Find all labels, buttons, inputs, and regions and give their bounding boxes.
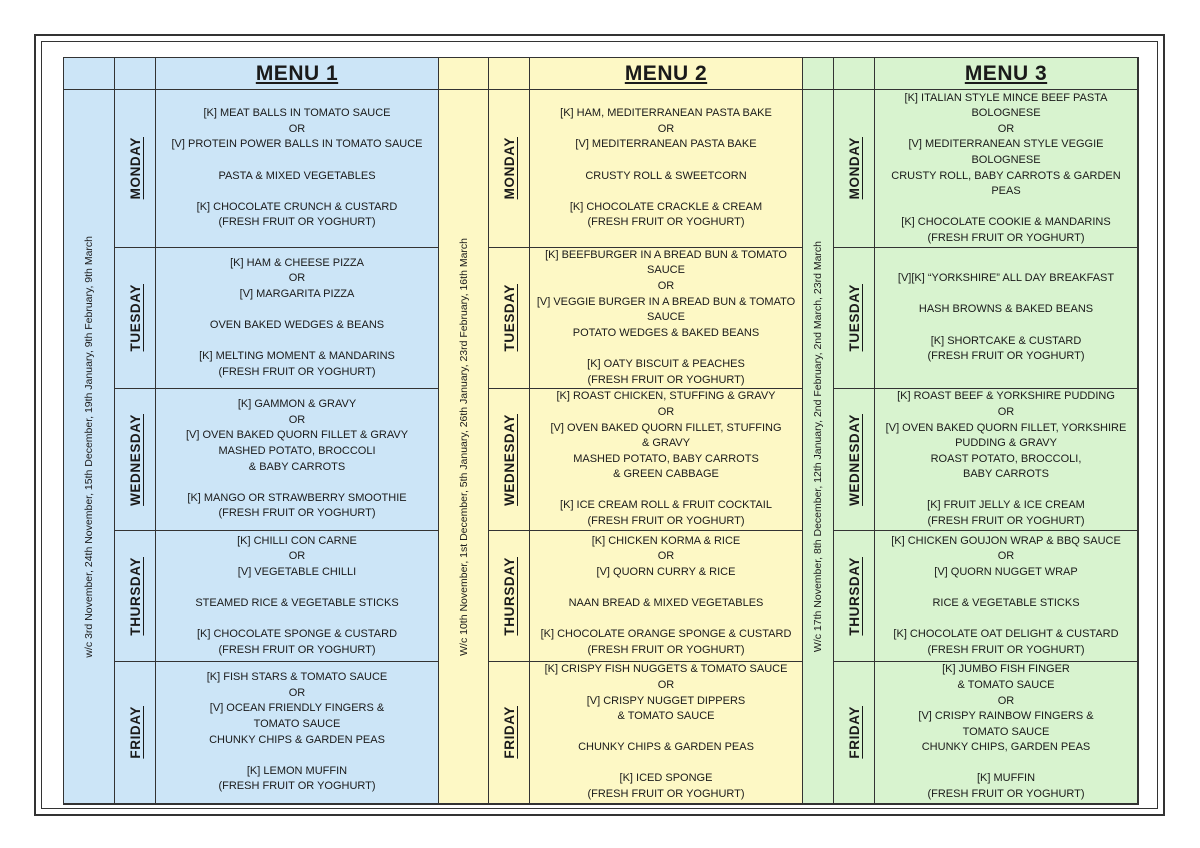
meal-line: (FRESH FRUIT OR YOGHURT) (587, 643, 745, 656)
meal-line: [K] SHORTCAKE & CUSTARD (930, 334, 1082, 347)
day-label: WEDNESDAY (127, 413, 143, 506)
meal-line: [K] JUMBO FISH FINGER (942, 663, 1070, 676)
day-label: TUESDAY (127, 284, 143, 352)
meal-line: [V] OVEN BAKED QUORN FILLET, STUFFING (550, 421, 782, 434)
day-label: WEDNESDAY (846, 413, 862, 506)
meal-line: & GRAVY (641, 437, 691, 450)
meal-line: [V] MEDITERRANEAN PASTA BAKE (575, 138, 757, 151)
meal-line: PUDDING & GRAVY (955, 437, 1057, 450)
menu1-day-wednesday (115, 389, 156, 531)
day-label: MONDAY (846, 137, 862, 200)
meal-line: OR (288, 686, 306, 699)
day-label: THURSDAY (846, 556, 862, 636)
menu3-day-monday (834, 90, 875, 248)
meal-line: [K] CHICKEN GOUJON WRAP & BBQ SAUCE (891, 534, 1121, 547)
menu2-meals-tuesday (530, 248, 803, 389)
meal-line: ROAST POTATO, BROCCOLI, (930, 452, 1082, 465)
meal-line: TOMATO SAUCE (962, 725, 1050, 738)
meal-line: & TOMATO SAUCE (957, 678, 1055, 691)
meal-line: [K] CHOCOLATE SPONGE & CUSTARD (196, 628, 398, 641)
meal-line: [K] ROAST CHICKEN, STUFFING & GRAVY (556, 390, 776, 403)
menu2-week-dates-text: W/c 10th November, 1st December, 5th January, 26th January, 23rd February, 16th March (457, 237, 470, 656)
meal-line: OR (997, 122, 1015, 135)
meal-line: SAUCE (647, 264, 685, 277)
meal-line: OR (997, 550, 1015, 563)
meal-line: [K] CHICKEN KORMA & RICE (591, 534, 741, 547)
menu2-header-day-spacer (489, 58, 530, 90)
menu3-meals-tuesday (875, 248, 1138, 389)
meal-line: [K] HAM & CHEESE PIZZA (230, 256, 364, 269)
meal-line: [K] ITALIAN STYLE MINCE BEEF PASTA (904, 91, 1108, 104)
menu1-header-day-spacer (115, 58, 156, 90)
meal-line: [K] CRISPY FISH NUGGETS & TOMATO SAUCE (544, 663, 788, 676)
menu3-title: MENU 3 (875, 58, 1138, 90)
meal-line: OR (288, 122, 306, 135)
meal-line: [V] OVEN BAKED QUORN FILLET, YORKSHIRE (885, 421, 1127, 434)
meal-line: [V] MARGARITA PIZZA (239, 287, 355, 300)
menu1-day-friday (115, 662, 156, 804)
meal-line: [K] CHILLI CON CARNE (237, 534, 357, 547)
meal-line: [K] BEEFBURGER IN A BREAD BUN & TOMATO (545, 248, 787, 261)
meal-line: MASHED POTATO, BABY CARROTS (573, 452, 759, 465)
meal-line: [K] CHOCOLATE CRUNCH & CUSTARD (196, 200, 398, 213)
day-label: TUESDAY (501, 284, 517, 352)
day-label: FRIDAY (127, 706, 143, 759)
meal-line: CHUNKY CHIPS & GARDEN PEAS (209, 733, 385, 746)
meal-line: OR (997, 405, 1015, 418)
meal-line: POTATO WEDGES & BAKED BEANS (572, 326, 760, 339)
meal-line: [K] LEMON MUFFIN (246, 764, 348, 777)
day-label: WEDNESDAY (501, 413, 517, 506)
meal-line: [K] FISH STARS & TOMATO SAUCE (206, 671, 388, 684)
meal-line: PASTA & MIXED VEGETABLES (218, 169, 376, 182)
meal-line: (FRESH FRUIT OR YOGHURT) (218, 216, 376, 229)
meal-line: [K] FRUIT JELLY & ICE CREAM (927, 499, 1085, 512)
meal-line: (FRESH FRUIT OR YOGHURT) (927, 788, 1085, 801)
menu2-day-wednesday (489, 389, 530, 531)
meal-line: OR (288, 272, 306, 285)
meal-line: OR (657, 550, 675, 563)
meal-line: OR (657, 405, 675, 418)
meal-line: [K] MANGO OR STRAWBERRY SMOOTHIE (187, 491, 407, 504)
meal-line: [V] CRISPY RAINBOW FINGERS & (918, 710, 1094, 723)
menu3-week-dates-text: W/c 17th November, 8th December, 12th January, 2nd February, 2nd March, 23rd March (812, 240, 824, 653)
menu1-title: MENU 1 (156, 58, 439, 90)
day-label: MONDAY (501, 137, 517, 200)
menu2-meals-monday (530, 90, 803, 248)
day-label: FRIDAY (846, 706, 862, 759)
day-label: THURSDAY (501, 556, 517, 636)
meal-line: NAAN BREAD & MIXED VEGETABLES (568, 597, 764, 609)
meal-line: (FRESH FRUIT OR YOGHURT) (587, 788, 745, 801)
menu-table (63, 57, 1139, 805)
meal-line: (FRESH FRUIT OR YOGHURT) (927, 350, 1085, 363)
meal-line: CHUNKY CHIPS, GARDEN PEAS (921, 741, 1091, 754)
menu2-meals-thursday (530, 531, 803, 662)
menu1-day-thursday (115, 531, 156, 662)
menu1-header-spacer (64, 58, 115, 90)
meal-line: [K] CHOCOLATE ORANGE SPONGE & CUSTARD (540, 628, 792, 641)
meal-line: [V] VEGGIE BURGER IN A BREAD BUN & TOMATO (536, 295, 796, 308)
meal-line: (FRESH FRUIT OR YOGHURT) (927, 515, 1085, 528)
meal-line: & BABY CARROTS (248, 460, 346, 473)
menu3-day-wednesday (834, 389, 875, 531)
meal-line: [K] ICE CREAM ROLL & FRUIT COCKTAIL (560, 499, 772, 512)
menu2-day-monday (489, 90, 530, 248)
meal-line: OR (997, 694, 1015, 707)
meal-line: [V][K] “YORKSHIRE” ALL DAY BREAKFAST (897, 272, 1115, 285)
meal-line: [K] ROAST BEEF & YORKSHIRE PUDDING (897, 390, 1115, 403)
menu3-day-thursday (834, 531, 875, 662)
meal-line: HASH BROWNS & BAKED BEANS (918, 303, 1094, 316)
meal-line: CRUSTY ROLL & SWEETCORN (585, 169, 747, 182)
meal-line: [V] OCEAN FRIENDLY FINGERS & (209, 702, 385, 715)
meal-line: (FRESH FRUIT OR YOGHURT) (218, 643, 376, 656)
meal-line: [V] CRISPY NUGGET DIPPERS (586, 694, 746, 707)
menu2-meals-friday (530, 662, 803, 804)
meal-line: [K] CHOCOLATE OAT DELIGHT & CUSTARD (893, 628, 1119, 641)
menu1-day-tuesday (115, 248, 156, 389)
menu1-week-dates (64, 90, 115, 804)
meal-line: BOLOGNESE (971, 107, 1041, 120)
menu1-week-dates-text: w/c 3rd November, 24th November, 15th December, 19th January, 9th February, 9th March (83, 235, 95, 658)
menu2-day-friday (489, 662, 530, 804)
meal-line: & TOMATO SAUCE (617, 710, 715, 723)
meal-line: (FRESH FRUIT OR YOGHURT) (218, 365, 376, 378)
meal-line: MASHED POTATO, BROCCOLI (218, 444, 376, 457)
meal-line: [V] QUORN CURRY & RICE (596, 565, 736, 578)
meal-line: (FRESH FRUIT OR YOGHURT) (927, 231, 1085, 244)
day-label: FRIDAY (501, 706, 517, 759)
menu3-meals-wednesday (875, 389, 1138, 531)
meal-line: CHUNKY CHIPS & GARDEN PEAS (578, 741, 754, 754)
meal-line: [V] VEGETABLE CHILLI (237, 565, 357, 578)
meal-line: [V] OVEN BAKED QUORN FILLET & GRAVY (185, 429, 409, 442)
meal-line: [K] MEAT BALLS IN TOMATO SAUCE (203, 107, 391, 120)
meal-line: (FRESH FRUIT OR YOGHURT) (587, 515, 745, 528)
menu1-meals-friday (156, 662, 439, 804)
meal-line: [K] CHOCOLATE COOKIE & MANDARINS (901, 216, 1111, 229)
meal-line: (FRESH FRUIT OR YOGHURT) (218, 780, 376, 793)
meal-line: CRUSTY ROLL, BABY CARROTS & GARDEN PEAS (891, 169, 1121, 198)
meal-line: [K] MUFFIN (976, 772, 1036, 785)
menu3-header-spacer (803, 58, 834, 90)
menu3-day-friday (834, 662, 875, 804)
meal-line: RICE & VEGETABLE STICKS (932, 597, 1080, 609)
meal-line: & GREEN CABBAGE (613, 468, 719, 481)
day-label: THURSDAY (127, 556, 143, 636)
meal-line: BOLOGNESE (971, 153, 1041, 166)
meal-line: (FRESH FRUIT OR YOGHURT) (587, 216, 745, 229)
menu1-meals-monday (156, 90, 439, 248)
meal-line: [K] MELTING MOMENT & MANDARINS (199, 350, 395, 363)
menu3-meals-friday (875, 662, 1138, 804)
meal-line: OR (288, 413, 306, 426)
meal-line: BABY CARROTS (963, 468, 1049, 481)
menu3-week-dates (803, 90, 834, 804)
meal-line: [V] QUORN NUGGET WRAP (934, 565, 1078, 578)
meal-line: TOMATO SAUCE (253, 717, 341, 730)
menu1-meals-thursday (156, 531, 439, 662)
menu1-meals-tuesday (156, 248, 439, 389)
meal-line: (FRESH FRUIT OR YOGHURT) (218, 507, 376, 520)
menu1-day-monday (115, 90, 156, 248)
meal-line: SAUCE (647, 311, 685, 324)
menu1-meals-wednesday (156, 389, 439, 531)
menu2-title: MENU 2 (530, 58, 803, 90)
meal-line: [K] HAM, MEDITERRANEAN PASTA BAKE (560, 107, 772, 120)
menu2-meals-wednesday (530, 389, 803, 531)
meal-line: [K] GAMMON & GRAVY (237, 398, 357, 411)
meal-line: [V] MEDITERRANEAN STYLE VEGGIE (908, 138, 1104, 151)
menu3-header-day-spacer (834, 58, 875, 90)
meal-line: OR (657, 280, 675, 293)
meal-line: OR (657, 122, 675, 135)
day-label: MONDAY (127, 137, 143, 200)
meal-line: (FRESH FRUIT OR YOGHURT) (927, 643, 1085, 656)
menu2-header-spacer (439, 58, 489, 90)
meal-line: [K] ICED SPONGE (619, 772, 713, 785)
meal-line: [K] CHOCOLATE CRACKLE & CREAM (569, 200, 763, 213)
meal-line: OR (288, 550, 306, 563)
menu3-meals-monday (875, 90, 1138, 248)
meal-line: [V] PROTEIN POWER BALLS IN TOMATO SAUCE (171, 138, 423, 151)
meal-line: OR (657, 678, 675, 691)
menu2-day-tuesday (489, 248, 530, 389)
meal-line: OVEN BAKED WEDGES & BEANS (209, 319, 385, 331)
meal-line: STEAMED RICE & VEGETABLE STICKS (195, 597, 399, 609)
meal-line: (FRESH FRUIT OR YOGHURT) (587, 373, 745, 386)
day-label: TUESDAY (846, 284, 862, 352)
meal-line: [K] OATY BISCUIT & PEACHES (587, 357, 745, 370)
menu2-week-dates (439, 90, 489, 804)
menu2-day-thursday (489, 531, 530, 662)
menu3-meals-thursday (875, 531, 1138, 662)
menu3-day-tuesday (834, 248, 875, 389)
